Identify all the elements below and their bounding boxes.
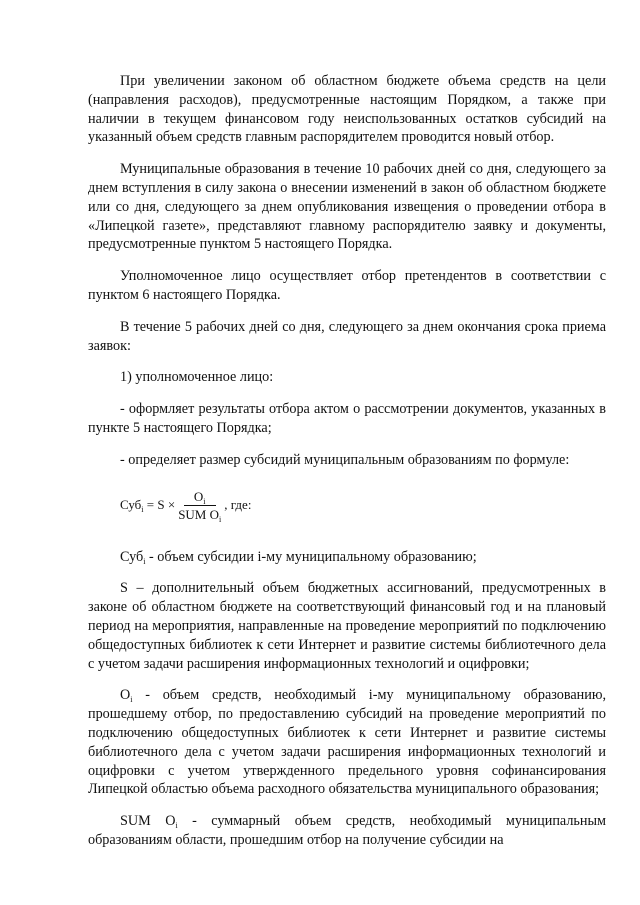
formula-lhs: Суб$_i$ = S × — [120, 497, 176, 515]
definition-oi: $О_i$ - объем средств, необходимый i-му муниципальному образованию, прошедшему отбор, по предоставлению субсидий на проведение мероприятий по подключению общедоступных библиотек к сети Интернет и развитие системы библиотечного дела с учетом задачи расширения информационных технологий и оцифровки с учетом утвержденного предельного уровня софинансирования Липецкой областью объема расходного обязательства муниципального образования; — [88, 687, 606, 798]
definition-subsidy: Суб$_i$ - объем субсидии i-му муниципальному образованию; — [120, 548, 477, 566]
document-page — [88, 72, 606, 863]
paragraph-new-selection: При увеличении законом об областном бюджете объема средств на цели (направления расходов), предусмотренные настоящим Порядком, а также при наличии в текущем финансовом году неиспользованных остатков субсидий на указанный объем средств главным распорядителем проводится новый отбор. — [88, 73, 606, 146]
formula-where: , где: — [224, 497, 252, 513]
paragraph-selection-authority: Уполномоченное лицо осуществляет отбор претендентов в соответствии с пунктом 6 настоящего Порядка. — [88, 268, 606, 303]
paragraph-act-of-review: - оформляет результаты отбора актом о рассмотрении документов, указанных в пункте 5 настоящего Порядка; — [88, 401, 606, 436]
paragraph-application-deadline: Муниципальные образования в течение 10 рабочих дней со дня, следующего за днем вступления в силу закона о внесении изменений в закон об областном бюджете или со дня, следующего за днем опубликования извещения о проведении отбора в «Липецкой газете», представляют главному распорядителю заявку и документы, предусмотренные пунктом 5 настоящего Порядка. — [88, 161, 606, 253]
paragraph-subsidy-formula-intro: - определяет размер субсидий муниципальным образованиям по формуле: — [120, 451, 570, 468]
paragraph-authorized-person: 1) уполномоченное лицо: — [120, 369, 274, 386]
subsidy-formula — [120, 484, 606, 528]
definition-s: S – дополнительный объем бюджетных ассигнований, предусмотренных в законе об областном бюджете на соответствующий финансовый год и на плановый период на мероприятия, направленные на проведение мероприятий по подключению общедоступных библиотек к сети Интернет и развитие системы библиотечного дела с учетом задачи расширения информационных технологий и оцифровки; — [88, 580, 606, 672]
paragraph-five-days: В течение 5 рабочих дней со дня, следующего за днем окончания срока приема заявок: — [88, 318, 606, 354]
formula-numerator: $О_i$ — [184, 489, 216, 506]
definition-sum-oi: SUM $О_i$ - суммарный объем средств, необходимый муниципальным образованиям области, прошедшим отбор на получение субсидии на — [88, 813, 607, 848]
formula-denominator: SUM $О_i$ — [178, 507, 222, 525]
formula-fraction — [178, 489, 222, 525]
